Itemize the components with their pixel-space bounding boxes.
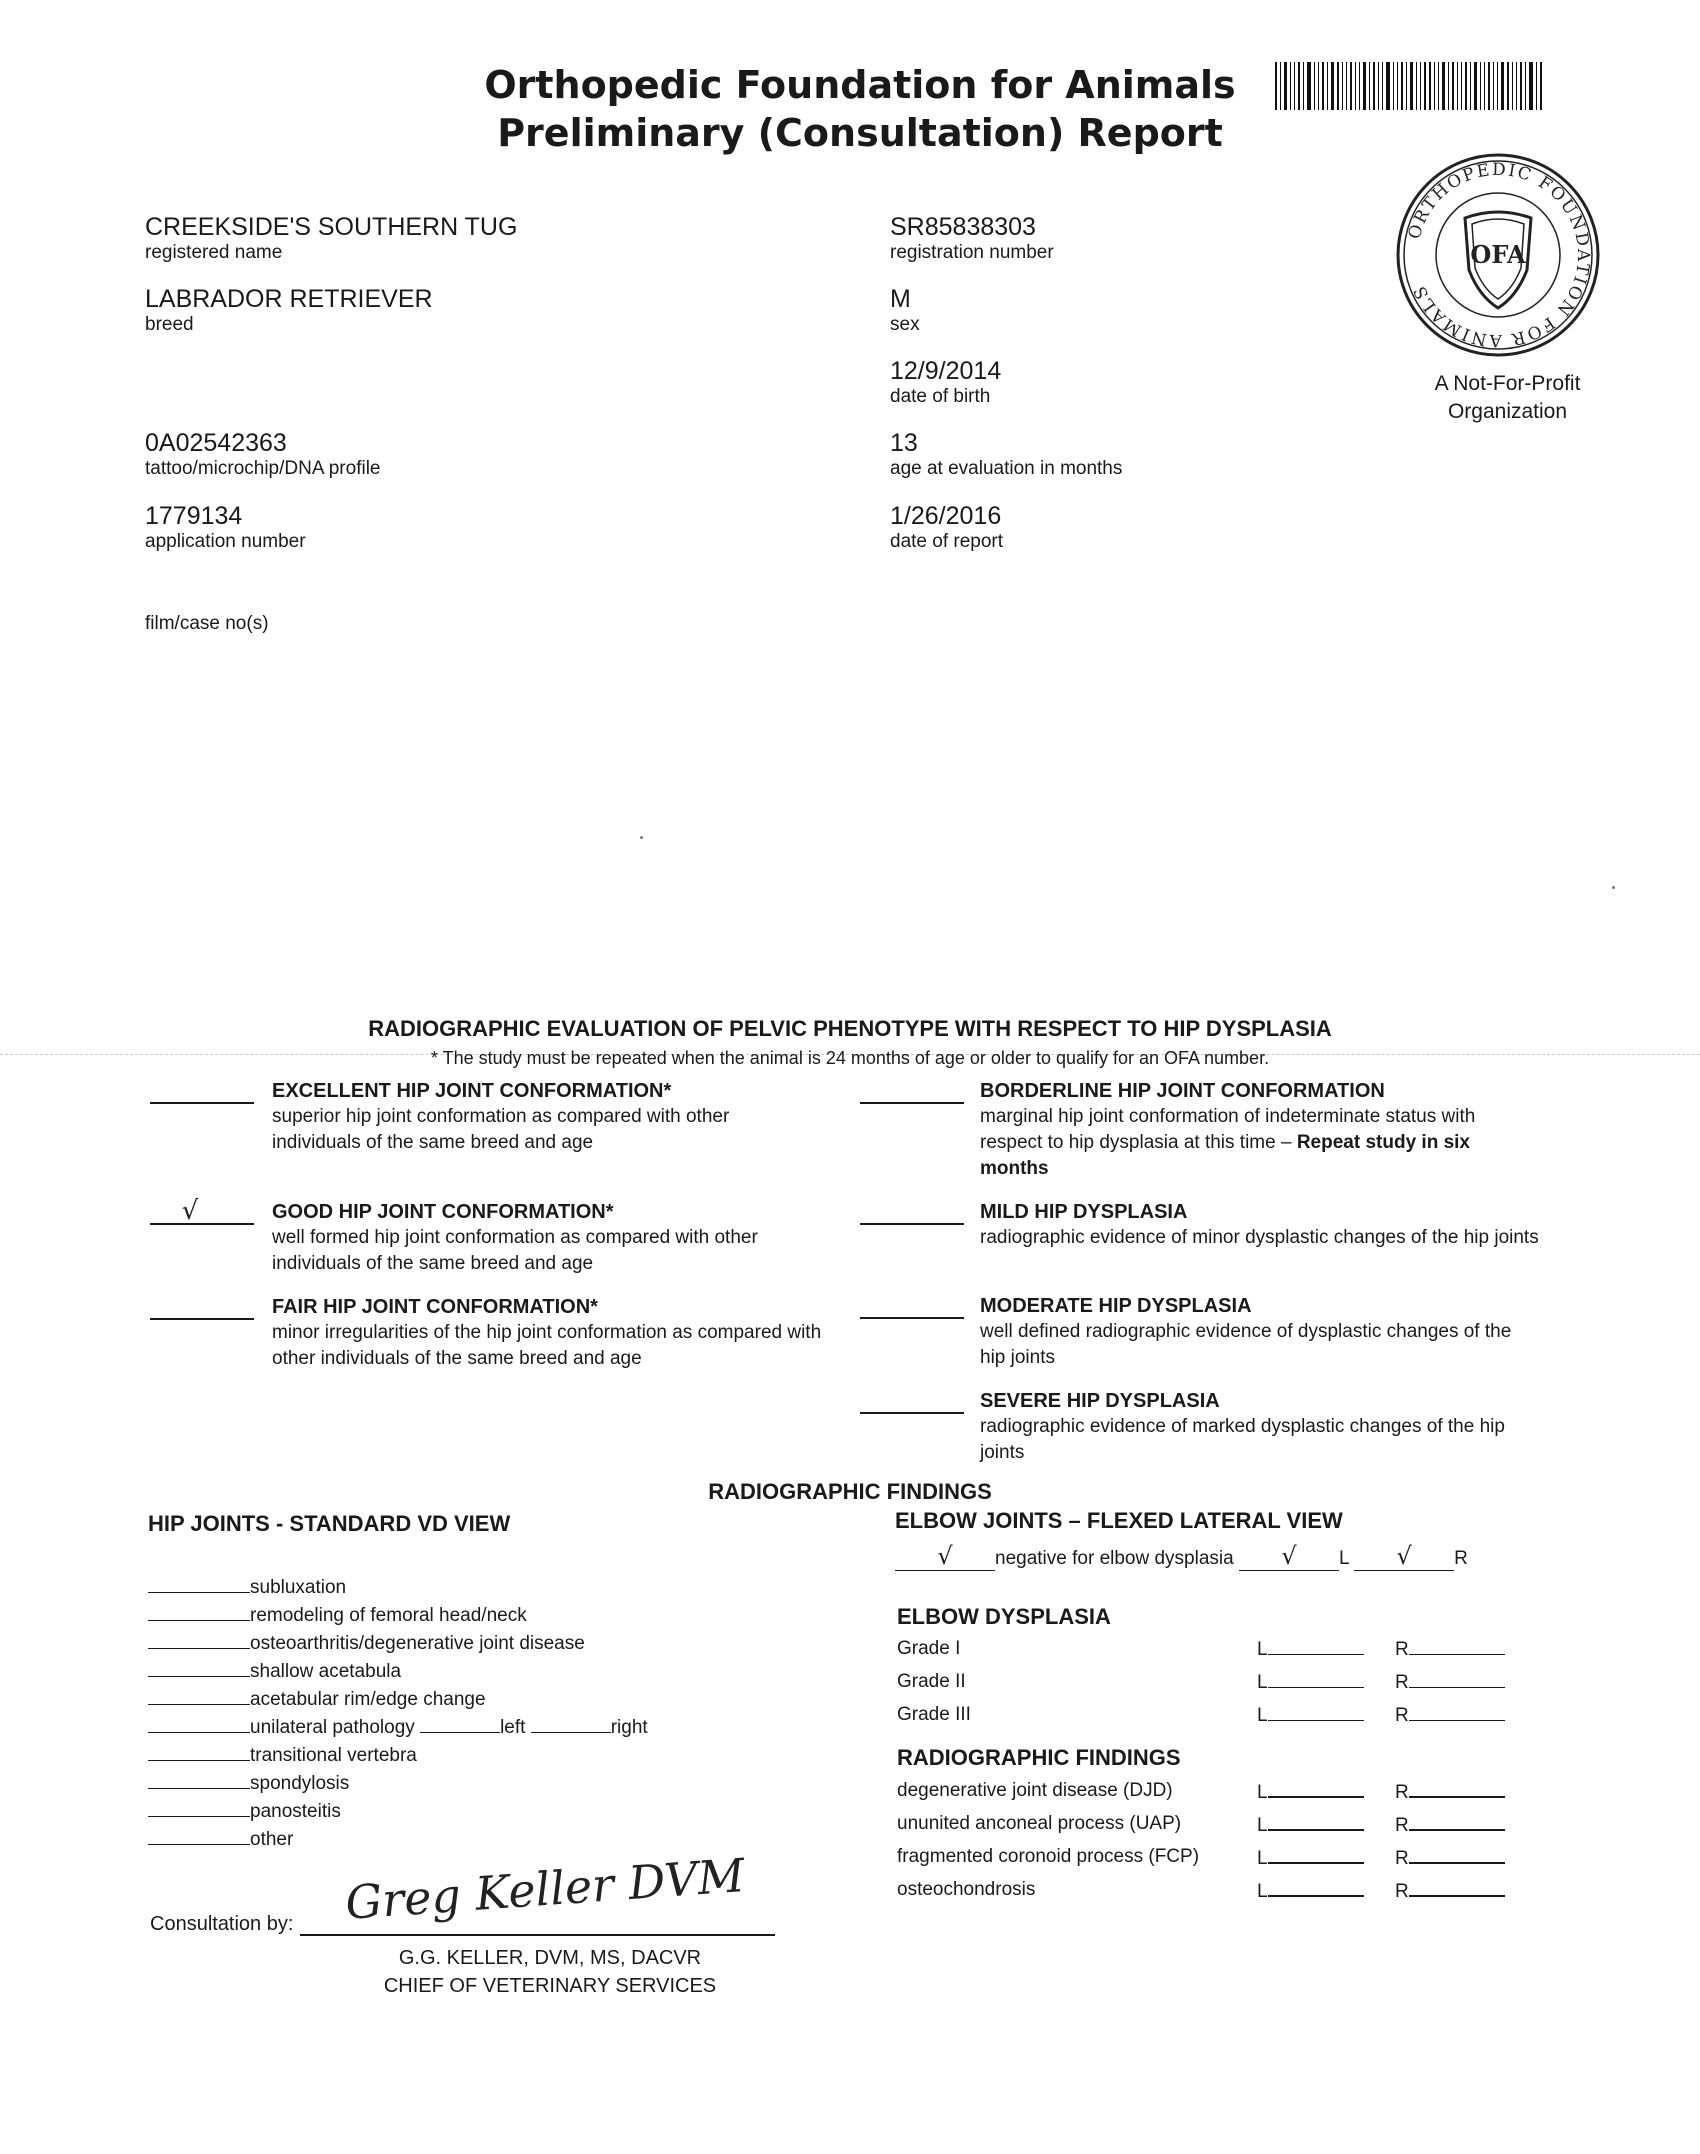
hip-item-shallow-acetabula [148,1658,798,1686]
barcode-bar [1406,62,1407,110]
l-blank[interactable] [1268,1671,1364,1688]
registration-number-field [890,212,1054,264]
hip-item-blank[interactable] [148,1826,250,1845]
barcode-bar [1461,62,1462,110]
l-blank[interactable] [1268,1846,1364,1864]
hip-item-blank[interactable] [148,1602,250,1621]
grade-label: Grade III [897,1704,971,1725]
unilateral-right-label: right [610,1717,648,1738]
barcode-bar [1369,62,1370,110]
hip-item-label: acetabular rim/edge change [250,1689,486,1710]
severe-title: SEVERE HIP DYSPLASIA [980,1390,1220,1412]
barcode-bar [1397,62,1398,110]
age-label: age at evaluation in months [890,458,1123,479]
hip-item-blank[interactable] [148,1574,250,1593]
signature-handwriting: Greg Keller DVM [343,1848,747,1930]
barcode-bar [1512,62,1513,110]
elbow-left-blank[interactable] [1239,1544,1339,1571]
barcode-bar [1280,62,1281,110]
unilateral-left-label: left [500,1717,526,1738]
hip-item-label: shallow acetabula [250,1661,402,1682]
elbow-finding-label: fragmented coronoid process (FCP) [897,1846,1200,1867]
ofa-seal [1393,150,1603,360]
registration-number-value: SR85838303 [890,213,1036,241]
organization-note: A Not-For-Profit Organization [1434,372,1581,423]
finding-right[interactable] [1395,1846,1505,1870]
signer-name: G.G. KELLER, DVM, MS, DACVR [398,1947,702,1969]
barcode-bar [1416,62,1417,110]
elbow-right-label: R [1454,1548,1468,1569]
finding-right[interactable] [1395,1879,1505,1903]
finding-left[interactable] [1257,1879,1364,1903]
r-label: R [1395,1639,1409,1660]
r-blank[interactable] [1409,1704,1505,1721]
registration-number-label: registration number [890,242,1054,263]
barcode-bar [1493,62,1494,110]
finding-left[interactable] [1257,1846,1364,1870]
severe-checkbox-line[interactable] [860,1388,964,1414]
date-of-report-value: 1/26/2016 [890,502,1002,530]
grade-label: Grade II [897,1671,966,1692]
barcode-bar [1420,62,1421,110]
l-label: L [1257,1782,1268,1803]
barcode-bar [1393,62,1394,110]
date-of-birth-field [890,356,1001,408]
grade-row [897,1704,1517,1737]
r-label: R [1395,1782,1409,1803]
barcode-bar [1516,62,1517,110]
barcode-bar [1429,62,1431,110]
hip-item-panosteitis [148,1798,798,1826]
barcode-bar [1424,62,1426,110]
barcode-bar [1465,62,1467,110]
l-label: L [1257,1705,1268,1726]
hip-heading: HIP JOINTS - STANDARD VD VIEW [148,1511,511,1536]
borderline-desc-text: marginal hip joint conformation of indeterminate status with respect to hip dysplasia at this time – [980,1106,1476,1153]
barcode-bar [1303,62,1304,110]
barcode-bar [1501,62,1504,110]
hip-item-other [148,1826,798,1854]
hip-item-subluxation [148,1574,798,1602]
hip-findings-list [148,1574,798,1854]
barcode-bar [1529,62,1533,110]
finding-left[interactable] [1257,1813,1364,1837]
elbow-finding-row [897,1813,1517,1846]
barcode-bar [1448,62,1449,110]
signature-line [300,1934,775,1936]
microchip-label: tattoo/microchip/DNA profile [145,458,381,479]
good-checkbox-line[interactable] [150,1196,254,1226]
option-severe [860,1388,1540,1466]
hip-item-label: panosteitis [250,1801,341,1822]
barcode-bar [1474,62,1477,110]
good-title: GOOD HIP JOINT CONFORMATION* [272,1201,614,1223]
hip-item-blank[interactable] [148,1714,250,1733]
barcode-bar [1520,62,1522,110]
hip-item-blank[interactable] [148,1770,250,1789]
barcode-bar [1378,62,1379,110]
report-title-line2: Preliminary (Consultation) Report [497,111,1223,155]
grade-right[interactable] [1395,1671,1505,1694]
barcode-bar [1346,62,1347,110]
elbow-right-check: √ [1396,1542,1412,1570]
fair-title: FAIR HIP JOINT CONFORMATION* [272,1296,598,1318]
hip-item-label: unilateral pathology [250,1717,415,1738]
mild-desc: radiographic evidence of minor dysplastic changes of the hip joints [980,1227,1539,1248]
finding-right[interactable] [1395,1813,1505,1837]
r-label: R [1395,1705,1409,1726]
l-label: L [1257,1672,1268,1693]
elbow-findings [897,1780,1517,1912]
barcode-bar [1284,62,1287,110]
elbow-negative-label: negative for elbow dysplasia [995,1548,1234,1569]
barcode-bar [1331,62,1334,110]
option-good [150,1196,800,1277]
barcode-bar [1294,62,1295,110]
barcode-bar [1298,62,1300,110]
barcode-bar [1342,62,1343,110]
elbow-heading: ELBOW JOINTS – FLEXED LATERAL VIEW [895,1508,1343,1533]
r-blank[interactable] [1409,1813,1505,1831]
elbow-negative-check: √ [937,1542,953,1570]
option-excellent [150,1078,800,1156]
elbow-finding-row [897,1879,1517,1912]
finding-left[interactable] [1257,1780,1364,1804]
barcode-bar [1525,62,1526,110]
barcode-bar [1382,62,1383,110]
date-of-birth-label: date of birth [890,386,991,407]
age-field [890,428,1122,480]
r-label: R [1395,1815,1409,1836]
unilateral-right-blank[interactable] [531,1714,611,1733]
elbow-finding-row [897,1780,1517,1813]
hip-item-label: remodeling of femoral head/neck [250,1605,527,1626]
hip-item-unilateral [148,1714,798,1742]
evaluation-note: * The study must be repeated when the animal is 24 months of age or older to qualify for an OFA number. [430,1048,1270,1068]
r-label: R [1395,1881,1409,1902]
finding-right[interactable] [1395,1780,1505,1804]
elbow-dysplasia-heading: ELBOW DYSPLASIA [897,1604,1111,1629]
barcode-bar [1355,62,1356,110]
grade-left[interactable] [1257,1704,1364,1727]
borderline-desc [980,1104,1540,1182]
microchip-value: 0A02542363 [145,429,287,457]
barcode-bar [1363,62,1366,110]
hip-item-label: other [250,1829,294,1850]
elbow-finding-label: osteochondrosis [897,1879,1036,1900]
r-label: R [1395,1848,1409,1869]
breed-value: LABRADOR RETRIEVER [145,285,433,313]
elbow-left-label: L [1338,1548,1349,1569]
l-blank[interactable] [1268,1813,1364,1831]
barcode-bar [1337,62,1339,110]
application-number-label: application number [145,531,306,552]
elbow-right-blank[interactable] [1354,1544,1454,1571]
r-blank[interactable] [1409,1846,1505,1864]
l-blank[interactable] [1268,1704,1364,1721]
barcode [1275,62,1615,110]
evaluation-heading: RADIOGRAPHIC EVALUATION OF PELVIC PHENOTYPE WITH RESPECT TO HIP DYSPLASIA [368,1016,1332,1041]
application-number-field [145,501,306,553]
age-value: 13 [890,429,918,457]
hip-item-osteoarthritis [148,1630,798,1658]
hip-item-transitional [148,1742,798,1770]
barcode-bar [1314,62,1315,110]
barcode-bar [1350,62,1352,110]
hip-item-spondylosis [148,1770,798,1798]
r-blank[interactable] [1409,1780,1505,1798]
elbow-negative-blank[interactable] [895,1544,995,1571]
excellent-checkbox-line[interactable] [150,1078,254,1104]
moderate-checkbox-line[interactable] [860,1293,964,1319]
hip-item-blank[interactable] [148,1686,250,1705]
elbow-left-check: √ [1281,1542,1297,1570]
barcode-bar [1290,62,1291,110]
borderline-title: BORDERLINE HIP JOINT CONFORMATION [980,1080,1385,1102]
hip-item-label: spondylosis [250,1773,350,1794]
severe-desc: radiographic evidence of marked dysplastic changes of the hip joints [980,1416,1505,1463]
elbow-negative-row [895,1544,1535,1571]
grade-right[interactable] [1395,1704,1505,1727]
unilateral-left-blank[interactable] [420,1714,500,1733]
option-mild [860,1199,1540,1251]
l-label: L [1257,1881,1268,1902]
barcode-bar [1540,62,1542,110]
findings-heading: RADIOGRAPHIC FINDINGS [708,1479,992,1504]
breed-label: breed [145,314,194,335]
r-blank[interactable] [1409,1671,1505,1688]
barcode-bar [1442,62,1445,110]
date-of-report-label: date of report [890,531,1004,552]
hip-item-rim-change [148,1686,798,1714]
option-fair [150,1294,840,1372]
barcode-bar [1457,62,1458,110]
breed-field [145,284,433,336]
seal-center-text: OFA [1470,240,1526,269]
borderline-checkbox-line[interactable] [860,1078,964,1104]
barcode-bar [1359,62,1360,110]
signer-title: CHIEF OF VETERINARY SERVICES [383,1975,717,1997]
fair-checkbox-line[interactable] [150,1294,254,1320]
moderate-title: MODERATE HIP DYSPLASIA [980,1295,1252,1317]
grade-left[interactable] [1257,1638,1364,1661]
barcode-bar [1434,62,1435,110]
barcode-bar [1484,62,1485,110]
barcode-bar [1470,62,1471,110]
barcode-bar [1318,62,1319,110]
signer-block [250,1944,850,2000]
date-of-birth-value: 12/9/2014 [890,357,1002,385]
barcode-bar [1307,62,1311,110]
report-title-line1: Orthopedic Foundation for Animals [484,63,1236,107]
elbow-findings-heading: RADIOGRAPHIC FINDINGS [897,1745,1181,1770]
application-number-value: 1779134 [145,502,243,530]
barcode-bar [1410,62,1413,110]
barcode-bar [1275,62,1277,110]
borderline-repeat-note: Repeat study in six months [980,1132,1470,1179]
hip-item-blank[interactable] [148,1742,250,1761]
grade-row [897,1671,1517,1704]
hip-item-remodeling [148,1602,798,1630]
mild-checkbox-line[interactable] [860,1199,964,1225]
registered-name-label: registered name [145,242,283,263]
hip-item-blank[interactable] [148,1798,250,1817]
film-case-label: film/case no(s) [145,613,269,634]
scan-speck [1612,886,1615,889]
hip-item-blank[interactable] [148,1630,250,1649]
barcode-bar [1386,62,1390,110]
consultation-label: Consultation by: [150,1913,294,1935]
elbow-finding-row [897,1846,1517,1879]
l-blank[interactable] [1268,1780,1364,1798]
hip-item-label: subluxation [250,1577,347,1598]
l-blank[interactable] [1268,1879,1364,1897]
sex-label: sex [890,314,920,335]
barcode-bar [1373,62,1375,110]
registered-name-field [145,212,517,264]
grade-right[interactable] [1395,1638,1505,1661]
barcode-bar [1497,62,1498,110]
barcode-bar [1452,62,1454,110]
elbow-finding-label: ununited anconeal process (UAP) [897,1813,1182,1834]
r-blank[interactable] [1409,1638,1505,1655]
mild-title: MILD HIP DYSPLASIA [980,1201,1188,1223]
l-label: L [1257,1848,1268,1869]
barcode-bar [1401,62,1403,110]
r-label: R [1395,1672,1409,1693]
elbow-finding-label: degenerative joint disease (DJD) [897,1780,1173,1801]
barcode-bar [1322,62,1324,110]
barcode-bar [1480,62,1481,110]
l-blank[interactable] [1268,1638,1364,1655]
excellent-desc: superior hip joint conformation as compared with other individuals of the same breed and age [272,1106,730,1153]
moderate-desc: well defined radiographic evidence of dysplastic changes of the hip joints [980,1321,1512,1368]
barcode-bar [1327,62,1328,110]
date-of-report-field [890,501,1003,553]
sex-field [890,284,920,336]
option-moderate [860,1293,1540,1371]
hip-item-label: transitional vertebra [250,1745,417,1766]
grade-label: Grade I [897,1638,961,1659]
r-blank[interactable] [1409,1879,1505,1897]
good-desc: well formed hip joint conformation as compared with other individuals of the same breed and age [272,1227,758,1274]
barcode-bar [1488,62,1490,110]
sex-value: M [890,285,911,313]
seal-ring-text: ORTHOPEDIC FOUNDATION FOR ANIMALS [1404,159,1594,351]
good-check-mark: √ [181,1196,199,1226]
excellent-title: EXCELLENT HIP JOINT CONFORMATION* [272,1080,672,1102]
barcode-bar [1507,62,1509,110]
l-label: L [1257,1815,1268,1836]
registered-name-value: CREEKSIDE'S SOUTHERN TUG [145,213,518,241]
grade-left[interactable] [1257,1671,1364,1694]
option-borderline [860,1078,1540,1182]
scan-speck [640,836,643,839]
hip-item-blank[interactable] [148,1658,250,1677]
barcode-bar [1438,62,1439,110]
microchip-field [145,428,381,480]
elbow-grades [897,1638,1517,1737]
hip-item-label: osteoarthritis/degenerative joint disease [250,1633,585,1654]
grade-row [897,1638,1517,1671]
fair-desc: minor irregularities of the hip joint conformation as compared with other individuals of the same breed and age [272,1322,822,1369]
l-label: L [1257,1639,1268,1660]
barcode-bar [1536,62,1537,110]
